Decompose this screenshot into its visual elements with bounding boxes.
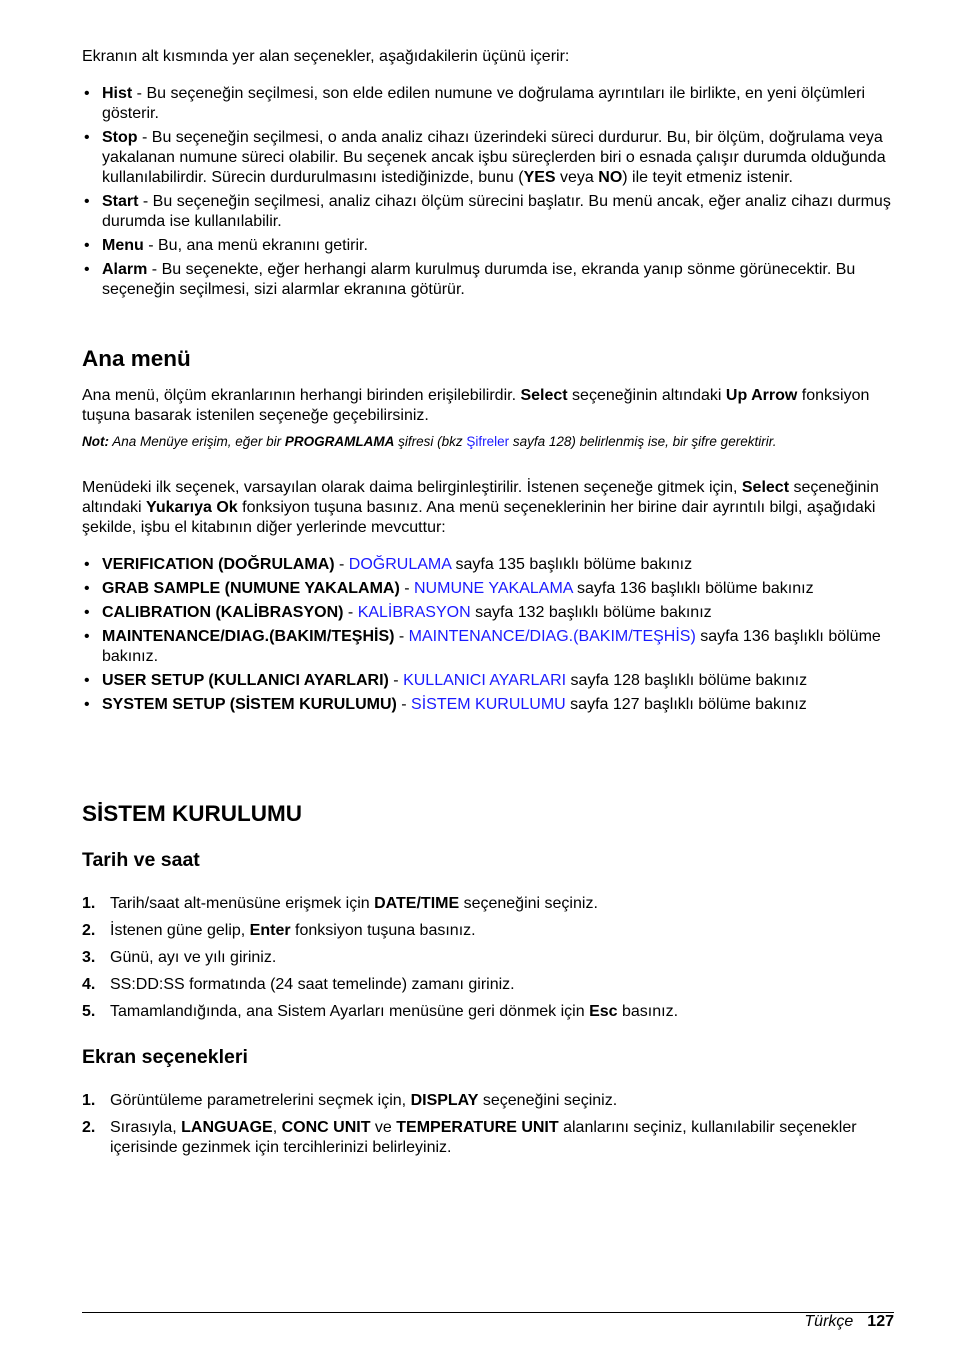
heading-tarih-ve-saat: Tarih ve saat <box>82 849 200 871</box>
list-item: • Alarm - Bu seçenekte, eğer herhangi alarm kurulmuş durumda ise, ekranda yanıp sönme görünecektir. Bu seçeneğin seçilmesi, sizi alarmlar ekranına götürür. <box>82 260 894 300</box>
list-item: • GRAB SAMPLE (NUMUNE YAKALAMA) - NUMUNE YAKALAMA sayfa 136 başlıklı bölüme bakınız <box>82 579 894 599</box>
list-item: 3. Günü, ayı ve yılı giriniz. <box>82 949 277 966</box>
list-item: • Start - Bu seçeneğin seçilmesi, analiz cihazı ölçüm sürecini başlatır. Bu menü ancak, eğer analiz cihazı durmuş durumda ise kullanılabilir. <box>82 192 894 232</box>
ana-menu-paragraph-2: Menüdeki ilk seçenek, varsayılan olarak daima belirginleştirilir. İstenen seçeneğe gitmek için, Select seçeneğinin altındaki Yukarıya Ok fonksiyon tuşuna basınız. Ana menü seçeneklerinin her birine dair ayrıntılı bilgi, aşağıdaki şekilde, işbu el kitabının diğer yerlerinde mevcuttur: <box>82 479 879 536</box>
ekran-steps <box>82 1091 894 1165</box>
page-footer <box>804 1312 894 1332</box>
list-item: • VERIFICATION (DOĞRULAMA) - DOĞRULAMA sayfa 135 başlıklı bölüme bakınız <box>82 555 894 575</box>
list-item: 2. Sırasıyla, LANGUAGE, CONC UNIT ve TEMPERATURE UNIT alanlarını seçiniz, kullanılabilir seçenekler içerisinde gezinmek için tercihlerinizi belirleyiniz. <box>82 1119 857 1156</box>
list-item: • CALIBRATION (KALİBRASYON) - KALİBRASYON sayfa 132 başlıklı bölüme bakınız <box>82 603 894 623</box>
note: Not: Ana Menüye erişim, eğer bir PROGRAMLAMA şifresi (bkz Şifreler sayfa 128) belirlenmiş ise, bir şifre gerektirir. <box>82 434 777 449</box>
footer-language: Türkçe <box>804 1313 854 1330</box>
heading-ana-menu: Ana menü <box>82 346 191 371</box>
list-item: • SYSTEM SETUP (SİSTEM KURULUMU) - SİSTEM KURULUMU sayfa 127 başlıklı bölüme bakınız <box>82 695 894 715</box>
link-sifreler[interactable]: Şifreler <box>466 434 510 449</box>
heading-ekran-secenekleri: Ekran seçenekleri <box>82 1046 248 1068</box>
footer-divider <box>82 1312 894 1313</box>
list-item: 1. Tarih/saat alt-menüsüne erişmek için DATE/TIME seçeneğini seçiniz. <box>82 895 598 912</box>
list-item: 2. İstenen güne gelip, Enter fonksiyon tuşuna basınız. <box>82 922 476 939</box>
list-item: • USER SETUP (KULLANICI AYARLARI) - KULLANICI AYARLARI sayfa 128 başlıklı bölüme bakınız <box>82 671 894 691</box>
page-number: 127 <box>867 1313 894 1330</box>
main-menu-list <box>82 555 894 719</box>
link-sistem-kurulumu[interactable]: SİSTEM KURULUMU <box>411 696 566 713</box>
list-item: 4. SS:DD:SS formatında (24 saat temelinde) zamanı giriniz. <box>82 976 515 993</box>
ana-menu-paragraph-1: Ana menü, ölçüm ekranlarının herhangi birinden erişilebilirdir. Select seçeneğinin altındaki Up Arrow fonksiyon tuşuna basarak istenilen seçeneğe geçebilirsiniz. <box>82 387 870 424</box>
tarih-steps <box>82 894 894 1029</box>
screen-options-list <box>82 84 894 304</box>
link-maintenance-diag[interactable]: MAINTENANCE/DIAG.(BAKIM/TEŞHİS) <box>408 628 696 645</box>
link-kullanici-ayarlari[interactable]: KULLANICI AYARLARI <box>403 672 567 689</box>
list-item: • MAINTENANCE/DIAG.(BAKIM/TEŞHİS) - MAINTENANCE/DIAG.(BAKIM/TEŞHİS) sayfa 136 başlıklı bölüme bakınız. <box>82 627 894 667</box>
list-item: 5. Tamamlandığında, ana Sistem Ayarları menüsüne geri dönmek için Esc basınız. <box>82 1003 679 1020</box>
link-kalibrasyon[interactable]: KALİBRASYON <box>357 604 471 621</box>
heading-sistem-kurulumu: SİSTEM KURULUMU <box>82 801 302 826</box>
list-item: • Hist - Bu seçeneğin seçilmesi, son elde edilen numune ve doğrulama ayrıntıları ile birlikte, en yeni ölçümleri gösterir. <box>82 84 894 124</box>
list-item: 1. Görüntüleme parametrelerini seçmek için, DISPLAY seçeneğini seçiniz. <box>82 1092 618 1109</box>
list-item: • Menu - Bu, ana menü ekranını getirir. <box>82 236 894 256</box>
list-item: • Stop - Bu seçeneğin seçilmesi, o anda analiz cihazı üzerindeki süreci durdurur. Bu, bir ölçüm, doğrulama veya yakalanan numune süreci olabilir. Bu seçenek ancak işbu süreçlerden biri o esnada çalışır durumda olduğunda kullanılabilirdir. Sürecin durdurulmasını istediğinizde, bunu (YES veya NO) ile teyit etmeniz istenir. <box>82 128 894 188</box>
intro-text: Ekranın alt kısmında yer alan seçenekler, aşağıdakilerin üçünü içerir: <box>82 48 570 65</box>
link-dogrulama[interactable]: DOĞRULAMA <box>348 556 452 573</box>
link-numune-yakalama[interactable]: NUMUNE YAKALAMA <box>414 580 573 597</box>
